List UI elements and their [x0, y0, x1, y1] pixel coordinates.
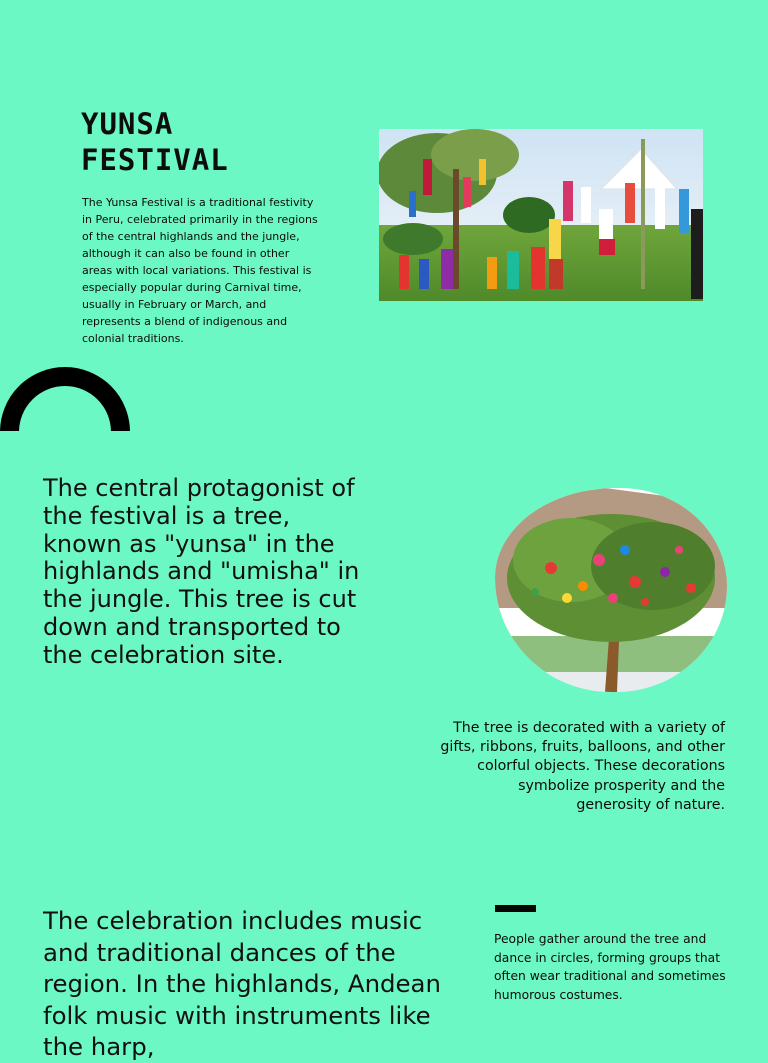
page-title	[81, 106, 341, 178]
gathering-paragraph: People gather around the tree and dance in circles, forming groups that often wear traditional and sometimes humorous costumes.	[494, 932, 726, 1002]
tree-intro-paragraph: The central protagonist of the festival is a tree, known as "yunsa" in the highlands and "umisha" in the jungle. This tree is cut down and transported to the celebration site.	[43, 474, 360, 669]
intro-paragraph: The Yunsa Festival is a traditional festivity in Peru, celebrated primarily in the regions of the central highlands and the jungle, although it can also be found in other areas with local variations. This festival is especially popular during Carnival time, usually in February or March, and represents a blend of indigenous and colonial traditions.	[82, 196, 318, 345]
decorative-semicircle	[0, 367, 130, 431]
decorated-tree-illustration	[495, 488, 727, 692]
festival-photo	[379, 129, 703, 301]
decorative-dash	[495, 905, 536, 912]
title-line-1: YUNSA	[81, 107, 174, 141]
title-line-2: FESTIVAL	[81, 143, 229, 177]
decorations-paragraph: The tree is decorated with a variety of gifts, ribbons, fruits, balloons, and other colorful objects. These decorations symbolize prosperity and the generosity of nature.	[440, 720, 725, 813]
festival-photo-illustration	[379, 129, 703, 301]
celebration-paragraph: The celebration includes music and traditional dances of the region. In the highlands, Andean folk music with instruments like the harp,	[43, 906, 441, 1061]
decorated-tree-photo	[495, 488, 727, 692]
